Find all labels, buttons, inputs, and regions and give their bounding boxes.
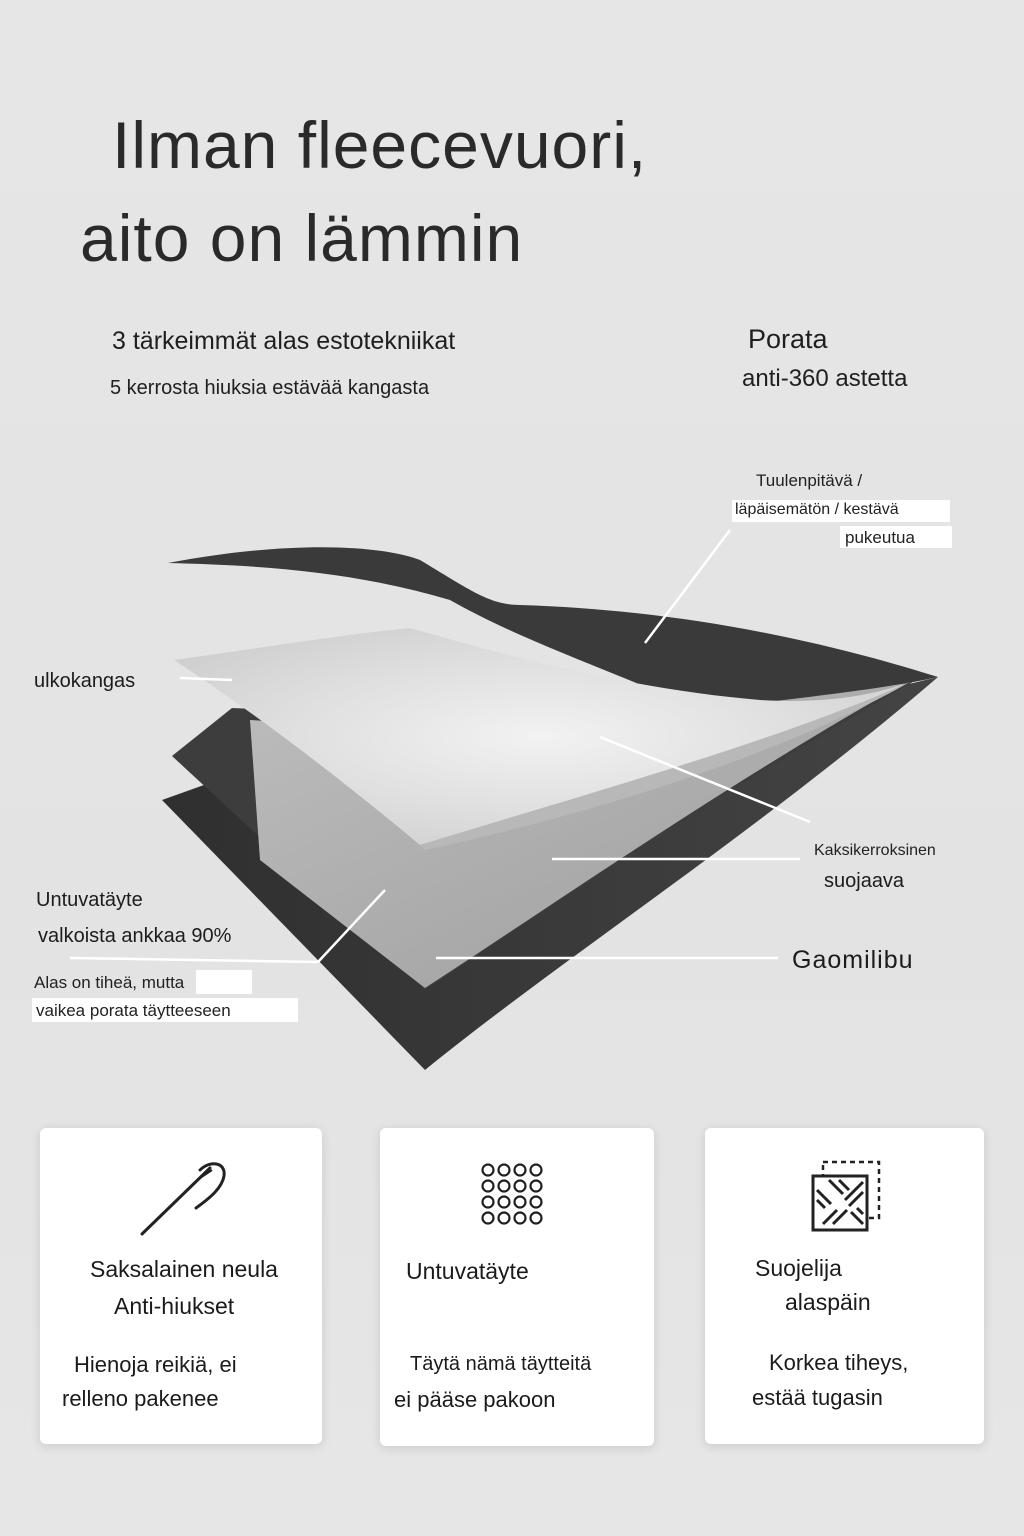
label-wear: pukeutua <box>845 528 915 547</box>
feature-2-desc-1: Täytä nämä täytteitä <box>410 1353 592 1375</box>
feature-1-title-2: Anti-hiukset <box>114 1293 235 1319</box>
dot-grid-icon <box>480 1162 550 1232</box>
feature-3-title-1: Suojelija <box>755 1255 842 1281</box>
techniques-text: 3 tärkeimmät alas estotekniikat <box>112 327 456 355</box>
feature-3-desc-1: Korkea tiheys, <box>769 1350 909 1375</box>
label-impermeable: läpäisemätön / kestävä <box>735 501 899 518</box>
woven-fabric-icon <box>809 1160 885 1236</box>
feature-1-title-1: Saksalainen neula <box>90 1256 278 1282</box>
headline-line-2: aito on lämmin <box>80 201 524 275</box>
feature-3-title-2: alaspäin <box>785 1289 871 1315</box>
label-gaomilibu: Gaomilibu <box>792 946 914 974</box>
feature-1-desc-1: Hienoja reikiä, ei <box>74 1352 237 1377</box>
feature-1-desc-2: relleno pakenee <box>62 1386 219 1411</box>
label-hard-to-drill: vaikea porata täytteeseen <box>36 1001 231 1020</box>
label-dense-down: Alas on tiheä, mutta <box>34 973 185 992</box>
porata-text: Porata <box>748 324 828 354</box>
label-white-duck: valkoista ankkaa 90% <box>38 925 232 947</box>
label-windproof: Tuulenpitävä / <box>756 471 863 490</box>
label-double-layer: Kaksikerroksinen <box>814 842 936 859</box>
feature-card-needle <box>40 1128 322 1444</box>
feature-2-desc-2: ei pääse pakoon <box>394 1387 556 1412</box>
label-outer-fabric: ulkokangas <box>34 670 136 692</box>
layers-note-text: 5 kerrosta hiuksia estävää kangasta <box>110 377 430 399</box>
feature-card-down-fill <box>380 1128 654 1446</box>
feature-card-protector <box>705 1128 984 1444</box>
feature-2-title-1: Untuvatäyte <box>406 1258 529 1284</box>
anti360-text: anti-360 astetta <box>742 365 908 392</box>
feature-3-desc-2: estää tugasin <box>752 1385 883 1410</box>
label-down-fill: Untuvatäyte <box>36 889 143 911</box>
needle-icon <box>140 1158 230 1238</box>
headline-line-1: Ilman fleecevuori, <box>112 108 648 182</box>
label-protective: suojaava <box>824 870 905 892</box>
